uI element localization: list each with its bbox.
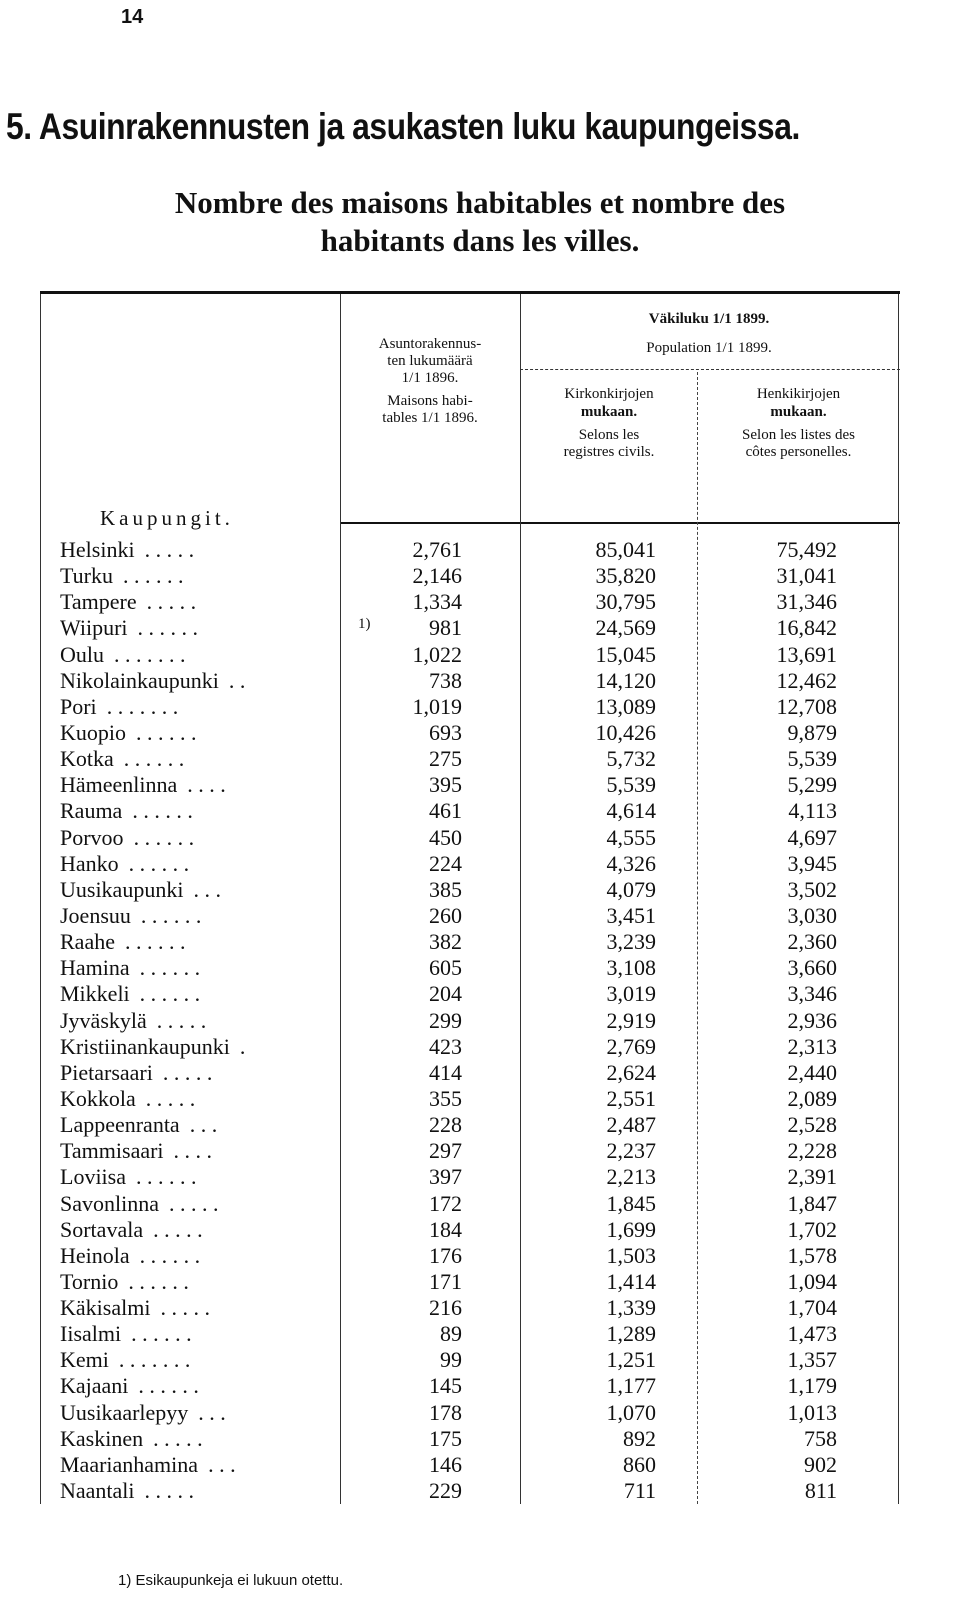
houses-value: 176	[429, 1242, 462, 1268]
table-row	[0, 981, 960, 1007]
table-row	[0, 929, 960, 955]
houses-value: 395	[429, 772, 462, 798]
church-population-value: 3,019	[606, 981, 656, 1007]
dot-leader: . . . . . .	[136, 719, 197, 745]
houses-value: 1,022	[412, 641, 462, 667]
tax-population-value: 2,313	[787, 1033, 837, 1059]
church-header-fr-1: Selons les	[578, 427, 640, 443]
houses-value: 299	[429, 1007, 462, 1033]
tax-population-value: 12,708	[776, 693, 837, 719]
tax-population-value: 4,113	[788, 798, 837, 824]
houses-value: 355	[429, 1085, 462, 1111]
city-name: Heinola	[60, 1242, 130, 1268]
houses-value: 414	[429, 1059, 462, 1085]
tax-population-value: 902	[804, 1451, 837, 1477]
table-row	[0, 798, 960, 824]
church-column-header	[522, 386, 696, 461]
tax-population-value: 1,179	[787, 1373, 837, 1399]
houses-value: 382	[429, 929, 462, 955]
houses-header-fi-1: Asuntorakennus-	[378, 336, 482, 352]
church-population-value: 2,919	[606, 1007, 656, 1033]
city-name: Turku	[60, 563, 113, 589]
tax-population-value: 1,847	[787, 1190, 837, 1216]
tax-population-value: 31,346	[776, 589, 837, 615]
table-row	[0, 1112, 960, 1138]
dot-leader: . . . . . .	[131, 1321, 192, 1347]
table-row	[0, 1347, 960, 1373]
tax-population-value: 2,089	[787, 1085, 837, 1111]
church-population-value: 30,795	[595, 589, 656, 615]
table-row	[0, 1217, 960, 1243]
page-number: 14	[121, 6, 144, 28]
tax-population-value: 1,473	[787, 1321, 837, 1347]
church-population-value: 14,120	[595, 667, 656, 693]
houses-value: 216	[429, 1295, 462, 1321]
tax-header-fi-1: Henkikirjojen	[756, 386, 841, 402]
city-name: Helsinki	[60, 537, 135, 562]
tax-population-value: 9,879	[787, 719, 837, 745]
city-name: Naantali	[60, 1478, 135, 1504]
city-name: Uusikaupunki	[60, 876, 184, 902]
tax-population-value: 3,502	[787, 876, 837, 902]
dot-leader: . . . . . . .	[118, 1347, 191, 1373]
dot-leader: . . . . . .	[124, 929, 186, 955]
city-name: Hamina	[60, 955, 130, 981]
houses-value: 146	[429, 1451, 462, 1477]
houses-value: 423	[429, 1033, 462, 1059]
table-row	[0, 537, 960, 563]
city-name: Hanko	[60, 850, 119, 876]
table-row	[0, 589, 960, 615]
table-row	[0, 1008, 960, 1034]
city-name: Käkisalmi	[60, 1295, 151, 1321]
church-population-value: 2,487	[606, 1112, 656, 1138]
dot-leader: . . . . .	[153, 1216, 203, 1242]
population-divider	[520, 369, 900, 370]
houses-value: 297	[429, 1138, 462, 1164]
church-population-value: 3,451	[606, 902, 656, 928]
church-population-value: 711	[623, 1478, 656, 1504]
tax-population-value: 3,660	[787, 955, 837, 981]
table-row	[0, 563, 960, 589]
church-population-value: 4,555	[606, 824, 656, 850]
table-row	[0, 877, 960, 903]
church-population-value: 15,045	[595, 641, 656, 667]
city-name: Maarianhamina	[60, 1451, 199, 1477]
dot-leader: . . . . .	[145, 1085, 196, 1111]
dot-leader: . . . . . .	[123, 563, 184, 589]
title-fr-line-2: habitants dans les villes.	[320, 223, 640, 258]
dot-leader: . . . . . . .	[106, 693, 179, 719]
dot-leader: . . . .	[187, 772, 226, 798]
houses-value: 1,334	[412, 589, 462, 615]
houses-value: 385	[429, 876, 462, 902]
city-name: Tornio	[60, 1268, 119, 1294]
city-name: Joensuu	[60, 902, 131, 928]
city-name: Wiipuri	[60, 615, 128, 641]
houses-value: 172	[429, 1190, 462, 1216]
houses-header-fr-2: tables 1/1 1896.	[382, 410, 478, 426]
tax-population-value: 1,357	[787, 1347, 837, 1373]
church-population-value: 1,503	[606, 1242, 656, 1268]
dot-leader: . . . . .	[146, 589, 197, 615]
title-fr-line-1: Nombre des maisons habitables et nombre des	[174, 185, 786, 220]
houses-value: 2,146	[412, 563, 462, 589]
houses-header-fi-3: 1/1 1896.	[401, 370, 459, 386]
houses-value: 2,761	[412, 537, 462, 562]
header-bottom-rule	[340, 522, 900, 524]
church-population-value: 2,624	[606, 1059, 656, 1085]
tax-population-value: 5,299	[787, 772, 837, 798]
church-population-value: 4,614	[606, 798, 656, 824]
church-population-value: 13,089	[595, 693, 656, 719]
houses-value: 184	[429, 1216, 462, 1242]
church-population-value: 1,414	[606, 1268, 656, 1294]
table-row	[0, 1034, 960, 1060]
church-population-value: 35,820	[595, 563, 656, 589]
population-header-fi: Väkiluku 1/1 1899.	[648, 311, 770, 327]
tax-population-value: 75,492	[776, 537, 837, 562]
houses-value: 99	[440, 1347, 462, 1373]
houses-value: 397	[429, 1164, 462, 1190]
table-row	[0, 1426, 960, 1452]
church-population-value: 4,326	[606, 850, 656, 876]
dot-leader: . . . . . .	[136, 1164, 197, 1190]
houses-value: 204	[429, 981, 462, 1007]
church-population-value: 3,108	[606, 955, 656, 981]
city-name: Raahe	[60, 929, 115, 955]
dot-leader: . . .	[198, 1399, 226, 1425]
dot-leader: . . . . .	[160, 1295, 210, 1321]
tax-population-value: 12,462	[776, 667, 837, 693]
tax-population-value: 1,578	[787, 1242, 837, 1268]
city-name: Kristiinankaupunki	[60, 1033, 230, 1059]
church-population-value: 24,569	[595, 615, 656, 641]
city-name: Tammisaari	[60, 1138, 164, 1164]
table-row	[0, 1086, 960, 1112]
page-title-french	[60, 184, 900, 260]
church-population-value: 860	[623, 1451, 656, 1477]
houses-value: 178	[429, 1399, 462, 1425]
houses-value: 981	[429, 615, 462, 641]
table-row	[0, 1478, 960, 1504]
tax-population-value: 811	[804, 1478, 837, 1504]
church-population-value: 2,237	[606, 1138, 656, 1164]
table-row	[0, 1321, 960, 1347]
church-population-value: 892	[623, 1425, 656, 1451]
tax-population-value: 5,539	[787, 746, 837, 772]
city-name: Uusikaarlepyy	[60, 1399, 189, 1425]
dot-leader: . . . . .	[144, 537, 195, 562]
dot-leader: . . . . .	[156, 1007, 207, 1033]
tax-population-value: 3,945	[787, 850, 837, 876]
city-name: Rauma	[60, 798, 123, 824]
houses-value: 605	[429, 955, 462, 981]
tax-population-value: 2,228	[787, 1138, 837, 1164]
dot-leader: . . . . . .	[133, 824, 195, 850]
church-population-value: 1,699	[606, 1216, 656, 1242]
tax-header-fr-1: Selon les listes des	[742, 427, 855, 443]
table-row	[0, 642, 960, 668]
church-population-value: 4,079	[606, 876, 656, 902]
dot-leader: . . . .	[173, 1138, 213, 1164]
table-row	[0, 903, 960, 929]
population-header	[520, 310, 898, 357]
church-population-value: 2,551	[606, 1085, 656, 1111]
cities-column-header: Kaupungit.	[100, 506, 234, 530]
houses-header-fi-2: ten lukumäärä	[387, 353, 473, 369]
city-name: Porvoo	[60, 824, 124, 850]
tax-population-value: 2,528	[787, 1112, 837, 1138]
dot-leader: . . . . . .	[139, 981, 201, 1007]
table-row	[0, 1138, 960, 1164]
dot-leader: . . . . . .	[128, 850, 190, 876]
table-row	[0, 1243, 960, 1269]
tax-population-value: 1,704	[787, 1295, 837, 1321]
houses-header-fr-1: Maisons habi-	[387, 393, 473, 409]
table-row	[0, 1400, 960, 1426]
dot-leader: . . . . . .	[139, 955, 201, 981]
city-name: Oulu	[60, 641, 104, 667]
houses-value: 229	[429, 1478, 462, 1504]
church-population-value: 2,213	[606, 1164, 656, 1190]
city-name: Kokkola	[60, 1085, 136, 1111]
church-header-fr-2: registres civils.	[563, 444, 655, 460]
tax-population-value: 1,094	[787, 1268, 837, 1294]
church-population-value: 1,845	[606, 1190, 656, 1216]
city-name: Kaskinen	[60, 1425, 144, 1451]
houses-value: 693	[429, 719, 462, 745]
tax-population-value: 2,936	[787, 1007, 837, 1033]
city-name: Pietarsaari	[60, 1059, 153, 1085]
dot-leader: . .	[228, 667, 246, 693]
table-row	[0, 955, 960, 981]
city-name: Loviisa	[60, 1164, 126, 1190]
city-name: Lappeenranta	[60, 1112, 180, 1138]
church-population-value: 5,539	[606, 772, 656, 798]
dot-leader: . . . . .	[144, 1478, 195, 1504]
city-name: Kuopio	[60, 719, 126, 745]
church-population-value: 5,732	[606, 746, 656, 772]
table-row	[0, 825, 960, 851]
table-row	[0, 615, 960, 641]
dot-leader: . . . . . .	[140, 902, 202, 928]
table-row	[0, 694, 960, 720]
dot-leader: . . .	[208, 1451, 236, 1477]
table-row	[0, 1060, 960, 1086]
city-name: Hämeenlinna	[60, 772, 178, 798]
houses-value: 89	[440, 1321, 462, 1347]
houses-value: 175	[429, 1425, 462, 1451]
table-row	[0, 1295, 960, 1321]
dot-leader: . . .	[193, 876, 221, 902]
houses-value: 224	[429, 850, 462, 876]
city-name: Kemi	[60, 1347, 109, 1373]
tax-population-value: 1,702	[787, 1216, 837, 1242]
dot-leader: . . .	[189, 1112, 218, 1138]
city-name: Jyväskylä	[60, 1007, 147, 1033]
dot-leader: . . . . . . .	[114, 641, 186, 667]
tax-population-value: 3,346	[787, 981, 837, 1007]
church-population-value: 2,769	[606, 1033, 656, 1059]
houses-value: 738	[429, 667, 462, 693]
church-population-value: 1,177	[606, 1373, 656, 1399]
table-row	[0, 772, 960, 798]
table-row	[0, 851, 960, 877]
houses-column-header	[342, 336, 518, 427]
church-header-fi-2: mukaan.	[580, 404, 638, 420]
dot-leader: . . . . .	[153, 1425, 203, 1451]
tax-population-value: 13,691	[776, 641, 837, 667]
table-row	[0, 1452, 960, 1478]
houses-value: 171	[429, 1268, 462, 1294]
dot-leader: . . . . . .	[137, 615, 199, 641]
tax-population-value: 758	[804, 1425, 837, 1451]
footnote: 1) Esikaupunkeja ei lukuun otettu.	[118, 1572, 344, 1589]
tax-population-value: 16,842	[776, 615, 837, 641]
tax-header-fr-2: côtes personelles.	[745, 444, 852, 460]
tax-population-value: 2,360	[787, 929, 837, 955]
table-row	[0, 668, 960, 694]
dot-leader: .	[239, 1033, 246, 1059]
tax-population-value: 4,697	[787, 824, 837, 850]
population-header-fr: Population 1/1 1899.	[646, 340, 772, 356]
city-name: Kotka	[60, 746, 114, 772]
table-row	[0, 1269, 960, 1295]
dot-leader: . . . . . .	[128, 1268, 189, 1294]
dot-leader: . . . . . .	[139, 1242, 201, 1268]
table-top-rule	[40, 291, 900, 294]
church-population-value: 1,289	[606, 1321, 656, 1347]
church-population-value: 10,426	[595, 719, 656, 745]
tax-header-fi-2: mukaan.	[770, 404, 827, 420]
houses-value: 461	[429, 798, 462, 824]
dot-leader: . . . . . .	[123, 746, 185, 772]
houses-value: 1,019	[412, 693, 462, 719]
city-name: Tampere	[60, 589, 137, 615]
table-row	[0, 1191, 960, 1217]
city-name: Mikkeli	[60, 981, 130, 1007]
table-row	[0, 1373, 960, 1399]
houses-value: 275	[429, 746, 462, 772]
table-row	[0, 1164, 960, 1190]
table-row	[0, 720, 960, 746]
city-name: Savonlinna	[60, 1190, 159, 1216]
city-name: Kajaani	[60, 1373, 129, 1399]
dot-leader: . . . . .	[169, 1190, 219, 1216]
tax-population-value: 2,391	[787, 1164, 837, 1190]
church-header-fi-1: Kirkonkirjojen	[564, 386, 654, 402]
houses-value: 260	[429, 902, 462, 928]
footnote-marker: 1)	[358, 616, 371, 633]
houses-value: 145	[429, 1373, 462, 1399]
dot-leader: . . . . .	[162, 1059, 213, 1085]
houses-value: 450	[429, 824, 462, 850]
table-row	[0, 746, 960, 772]
houses-value: 228	[429, 1112, 462, 1138]
page-title-finnish: 5. Asuinrakennusten ja asukasten luku kaupungeissa.	[6, 106, 800, 147]
dot-leader: . . . . . .	[138, 1373, 199, 1399]
church-population-value: 85,041	[595, 537, 656, 562]
tax-population-value: 31,041	[776, 563, 837, 589]
tax-population-value: 1,013	[787, 1399, 837, 1425]
church-population-value: 1,251	[606, 1347, 656, 1373]
city-name: Sortavala	[60, 1216, 144, 1242]
tax-population-value: 2,440	[787, 1059, 837, 1085]
city-name: Nikolainkaupunki	[60, 667, 219, 693]
dot-leader: . . . . . .	[132, 798, 193, 824]
church-population-value: 1,339	[606, 1295, 656, 1321]
city-name: Iisalmi	[60, 1321, 122, 1347]
church-population-value: 1,070	[606, 1399, 656, 1425]
city-name: Pori	[60, 693, 97, 719]
tax-column-header	[699, 386, 898, 461]
tax-population-value: 3,030	[787, 902, 837, 928]
church-population-value: 3,239	[606, 929, 656, 955]
